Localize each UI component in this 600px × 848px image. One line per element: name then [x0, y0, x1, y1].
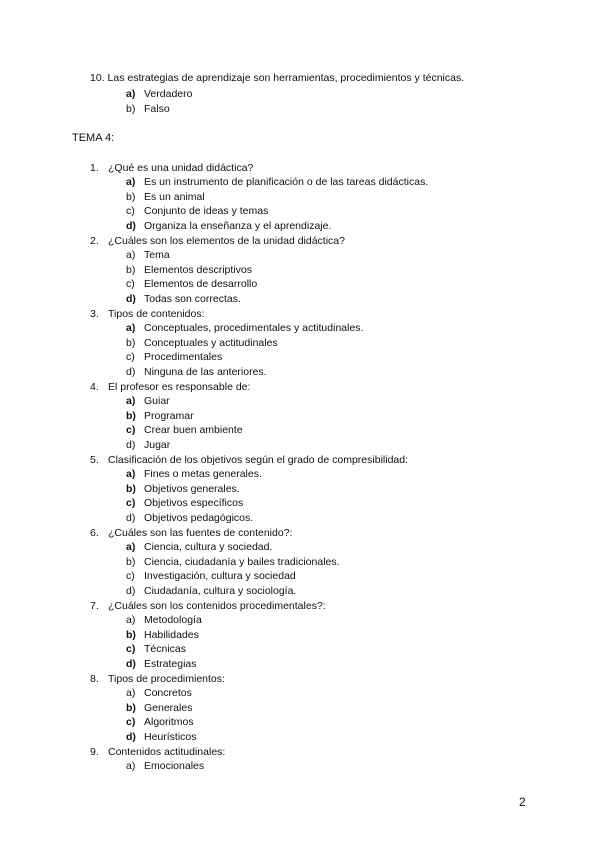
question-number: 2. — [90, 234, 99, 247]
option-letter: c) — [126, 570, 135, 583]
question-number: 6. — [90, 526, 99, 539]
option-letter: a) — [126, 249, 136, 262]
option-text: Objetivos específicos — [144, 497, 244, 510]
question-text: Contenidos actitudinales: — [108, 745, 226, 758]
question-number: 8. — [90, 672, 99, 685]
option-letter: c) — [126, 716, 136, 729]
option-letter: b) — [126, 336, 136, 349]
option-text: Investigación, cultura y sociedad — [144, 570, 296, 583]
option-letter: a) — [126, 395, 136, 408]
option-text: Ciencia, cultura y sociedad. — [144, 541, 273, 554]
option-text: Procedimentales — [144, 351, 223, 364]
question-text: El profesor es responsable de: — [108, 380, 251, 393]
option-letter: c) — [126, 278, 135, 291]
option-text: Algoritmos — [144, 716, 194, 729]
option-text: Tema — [144, 249, 170, 262]
question-text: ¿Cuáles son los contenidos procedimentales?: — [108, 599, 326, 612]
option-text: Metodología — [144, 614, 202, 627]
option-letter: b) — [126, 190, 136, 203]
option-text: Técnicas — [144, 643, 187, 656]
option-text: Todas son correctas. — [144, 292, 241, 305]
option-letter: d) — [126, 511, 136, 524]
page-number: 2 — [519, 795, 526, 809]
option-text: Objetivos pedagógicos. — [144, 511, 254, 524]
question-number: 10. — [90, 72, 105, 84]
option-letter: a) — [126, 687, 136, 700]
question-number: 1. — [90, 161, 99, 174]
option-text: Organiza la enseñanza y el aprendizaje. — [144, 219, 332, 232]
option-text: Es un animal — [144, 190, 205, 203]
option-text: Elementos descriptivos — [144, 263, 252, 276]
option-letter: c) — [126, 497, 136, 510]
option-letter: b) — [126, 409, 136, 422]
question-number: 7. — [90, 599, 99, 612]
question-number: 3. — [90, 307, 99, 320]
option-text: Habilidades — [144, 628, 199, 641]
question-number: 9. — [90, 745, 99, 758]
option-letter: a) — [126, 468, 136, 481]
option-letter: b) — [126, 555, 136, 568]
option-letter: b) — [126, 102, 136, 115]
section-title: TEMA 4: — [72, 132, 115, 144]
question-text: Las estrategias de aprendizaje son herramientas, procedimientos y técnicas. — [107, 72, 465, 84]
option-letter: a) — [126, 541, 136, 554]
option-letter: a) — [126, 760, 136, 773]
question-text: Clasificación de los objetivos según el grado de compresibilidad: — [108, 453, 409, 466]
option-text: Crear buen ambiente — [144, 424, 243, 437]
option-text: Conceptuales, procedimentales y actitudinales. — [144, 322, 364, 335]
option-letter: d) — [126, 292, 136, 305]
question-number: 5. — [90, 453, 99, 466]
question-number: 4. — [90, 380, 99, 393]
option-letter: c) — [126, 205, 135, 218]
option-letter: d) — [126, 584, 136, 597]
option-letter: b) — [126, 628, 136, 641]
option-text: Fines o metas generales. — [144, 468, 262, 481]
option-text: Ninguna de las anteriores. — [144, 365, 267, 378]
option-letter: a) — [126, 614, 136, 627]
option-text: Emocionales — [144, 760, 205, 773]
question-text: Tipos de procedimientos: — [108, 672, 225, 685]
option-letter: a) — [126, 322, 136, 335]
option-text: Falso — [144, 102, 170, 115]
option-letter: d) — [126, 657, 136, 670]
option-text: Heurísticos — [144, 730, 197, 743]
option-letter: b) — [126, 263, 136, 276]
option-text: Ciudadanía, cultura y sociología. — [144, 584, 297, 597]
option-letter: b) — [126, 701, 136, 714]
option-text: Verdadero — [144, 87, 193, 100]
option-text: Guiar — [144, 395, 170, 408]
option-letter: c) — [126, 424, 136, 437]
option-text: Jugar — [144, 438, 171, 451]
question-text: ¿Qué es una unidad didáctica? — [108, 161, 254, 174]
option-letter: c) — [126, 351, 135, 364]
option-letter: c) — [126, 643, 136, 656]
option-letter: a) — [126, 87, 136, 100]
option-letter: d) — [126, 219, 136, 232]
option-letter: b) — [126, 482, 136, 495]
option-text: Conjunto de ideas y temas — [144, 205, 269, 218]
option-letter: d) — [126, 730, 136, 743]
question-text: ¿Cuáles son los elementos de la unidad didáctica? — [108, 234, 345, 247]
option-text: Objetivos generales. — [144, 482, 240, 495]
option-text: Conceptuales y actitudinales — [144, 336, 278, 349]
option-text: Concretos — [144, 687, 192, 700]
option-letter: d) — [126, 365, 136, 378]
option-text: Es un instrumento de planificación o de las tareas didácticas. — [144, 176, 429, 189]
option-text: Programar — [144, 409, 194, 422]
question-text: Tipos de contenidos: — [108, 307, 205, 320]
option-text: Ciencia, ciudadanía y bailes tradicionales. — [144, 555, 340, 568]
option-letter: a) — [126, 176, 136, 189]
option-text: Generales — [144, 701, 193, 714]
option-letter: d) — [126, 438, 136, 451]
question-text: ¿Cuáles son las fuentes de contenido?: — [108, 526, 293, 539]
option-text: Estrategias — [144, 657, 197, 670]
option-text: Elementos de desarrollo — [144, 278, 258, 291]
